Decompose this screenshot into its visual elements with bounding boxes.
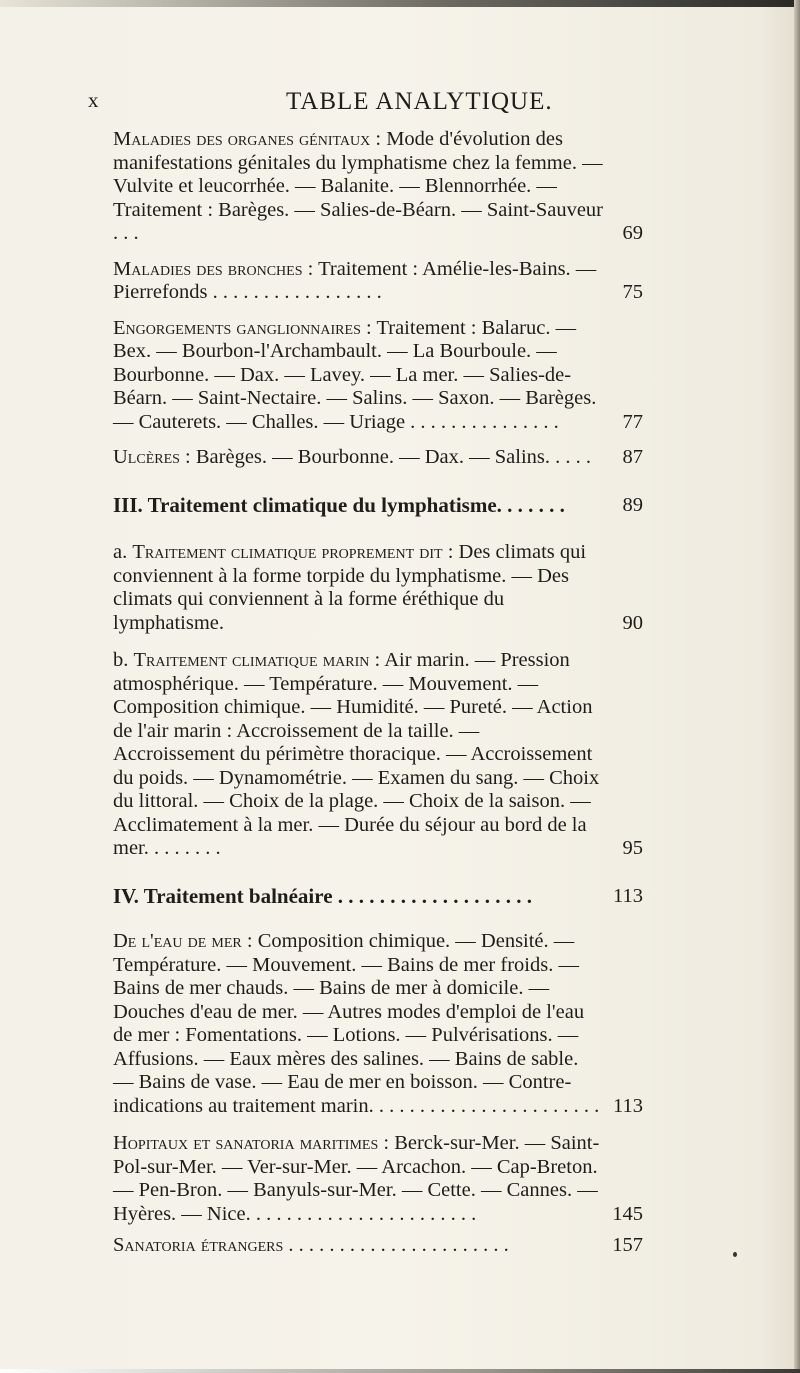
entry-page: 69 [622, 222, 643, 244]
toc-entry-hopitaux [113, 1132, 643, 1226]
toc-entry-eau-de-mer [113, 930, 643, 1118]
entry-text: : Barèges. — Bourbonne. — Dax. — Salins. . . . . [179, 446, 592, 468]
bottom-edge-shadow [0, 1369, 800, 1373]
page-title: TABLE ANALYTIQUE. [286, 88, 553, 115]
page-number: x [88, 88, 100, 112]
entry-heading: Maladies des organes génitaux [113, 128, 371, 150]
entry-heading: De l'eau de mer [113, 930, 242, 952]
entry-page: 90 [622, 611, 643, 634]
toc-section-iii [113, 494, 643, 518]
entry-page: 145 [612, 1202, 643, 1225]
entry-text: : Traitement : Balaruc. — Bex. — Bourbon-l'Archambault. — La Bourboule. — Bourbonne. — Dax. — Lavey. — La mer. — Salies-de-Béarn. — Saint-Nectaire. — Salins. — Saxon. — Barèges. — Cauterets. — Challes. — Uriage . . . . . . . . . . . . . . . [113, 316, 597, 433]
entry-text: . . . . . . . . . . . . . . . . . . . . . . [283, 1234, 509, 1256]
entry-text: : Mode d'évolution des manifestations génitales du lymphatisme chez la femme. — Vulvite et leucorrhée. — Balanite. — Blennorrhée. — Traitement : Barèges. — Salies-de-Béarn. — Saint-Sauveur . . . [113, 128, 603, 244]
entry-page: 113 [613, 1094, 643, 1117]
entry-text: : Des climats qui conviennent à la forme torpide du lymphatisme. — Des climats qui conviennent à la forme éréthique du lymphatisme. [113, 541, 587, 634]
entry-heading: Hopitaux et sanatoria maritimes [113, 1132, 379, 1154]
entry-text: : Composition chimique. — Densité. — Température. — Mouvement. — Bains de mer froids. — Bains de mer chauds. — Bains de mer à domicile. — Douches d'eau de mer. — Autres modes d'emploi de l'eau de mer : Fomentations. — Lotions. — Pulvérisations. — Affusions. — Eaux mères des salines. — Bains de sable. — Bains de vase. — Eau de mer en boisson. — Contre-indications au traitement marin. . . . . . . . . . . . . . . . . . . . . . . [113, 930, 600, 1117]
entry-page: 77 [622, 410, 643, 433]
toc-entry-traitement-climatique [113, 541, 643, 635]
entry-page: 95 [622, 837, 643, 859]
section-heading: IV. Traitement balnéaire . . . . . . . . . . . . . . . . . . . [113, 883, 533, 908]
page-fold-shadow [794, 0, 800, 1373]
toc-entry-maladies-organes-genitaux [113, 128, 643, 246]
toc-entry-traitement-marin [113, 649, 643, 861]
entry-prefix: a. [113, 541, 133, 563]
toc-entry-sanatoria-etrangers [113, 1234, 643, 1258]
entry-heading: Traitement climatique proprement dit [132, 541, 443, 563]
section-heading: III. Traitement climatique du lymphatisme. . . . . . . [113, 492, 565, 517]
toc-entry-maladies-bronches [113, 258, 643, 305]
entry-heading: Maladies des bronches [113, 257, 303, 280]
entry-page: 113 [613, 884, 643, 907]
entry-heading: Engorgements ganglionnaires [113, 316, 361, 339]
entry-heading: Sanatoria étrangers [113, 1234, 284, 1256]
entry-page: 157 [612, 1234, 643, 1256]
toc-entry-engorgements [113, 317, 643, 435]
entry-page: 89 [622, 493, 643, 516]
entry-text: : Traitement : Amélie-les-Bains. — Pierrefonds . . . . . . . . . . . . . . . . . [113, 257, 597, 303]
toc-section-iv [113, 885, 643, 909]
entry-heading: Traitement climatique marin [133, 649, 370, 671]
ink-speck [733, 1252, 737, 1257]
entry-page: 87 [622, 446, 643, 468]
table-of-contents [113, 128, 643, 1258]
toc-entry-ulceres [113, 446, 643, 470]
entry-prefix: b. [113, 649, 134, 671]
entry-text: : Berck-sur-Mer. — Saint-Pol-sur-Mer. — Ver-sur-Mer. — Arcachon. — Cap-Breton. — Pen-Bron. — Banyuls-sur-Mer. — Cette. — Cannes. — Hyères. — Nice. . . . . . . . . . . . . . . . . . . . . . . [113, 1132, 600, 1225]
entry-heading: Ulcères [113, 446, 180, 468]
entry-text: : Air marin. — Pression atmosphérique. — Température. — Mouvement. — Composition chimique. — Humidité. — Pureté. — Action de l'air marin : Accroissement de la taille. — Accroissement du périmètre thoracique. — Accroissement du poids. — Dynamométrie. — Examen du sang. — Choix du littoral. — Choix de la plage. — Choix de la saison. — Acclimatement à la mer. — Durée du séjour au bord de la mer. . . . . . . . [113, 649, 600, 859]
entry-page: 75 [622, 281, 643, 303]
top-edge-shadow [0, 0, 800, 7]
